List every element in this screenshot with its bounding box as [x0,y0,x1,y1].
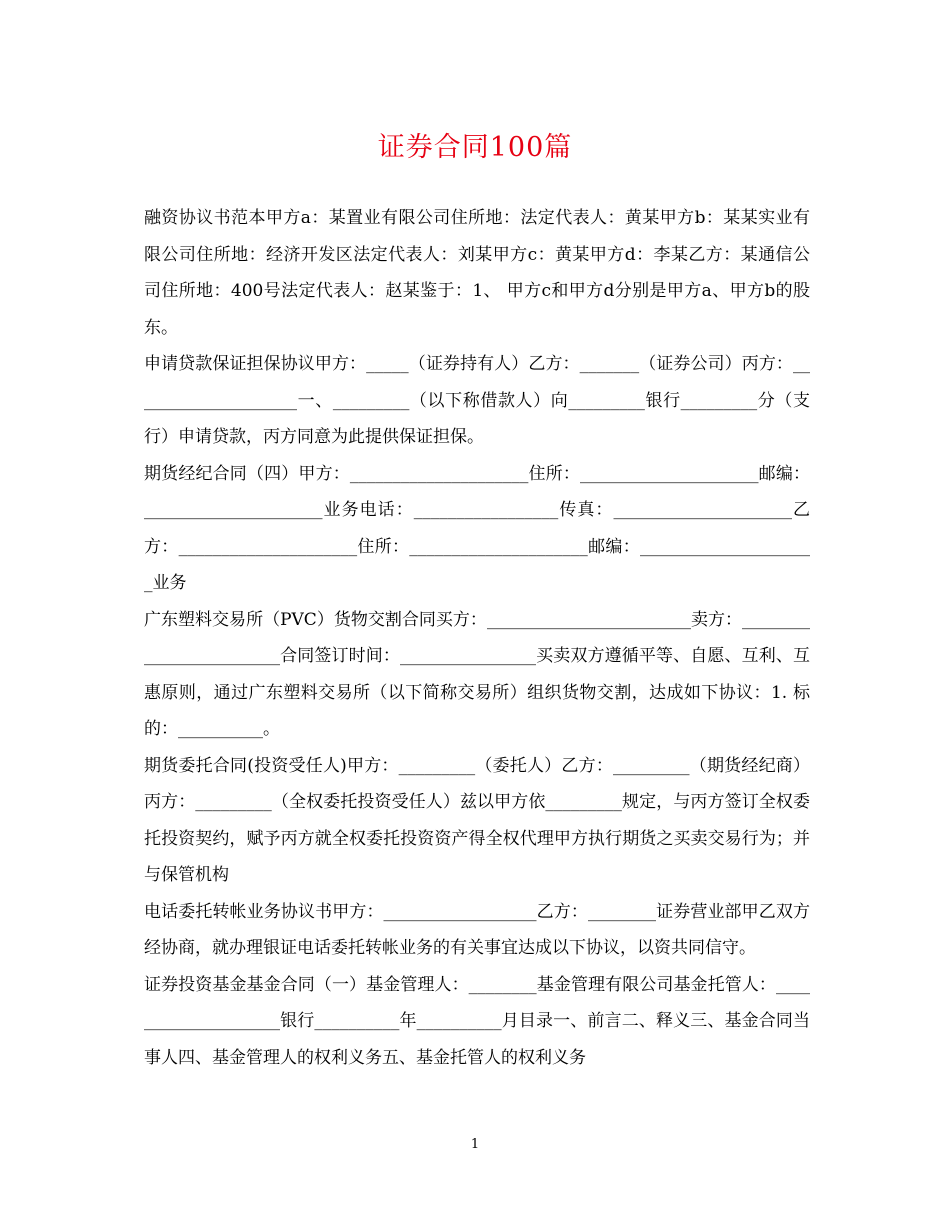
paragraph-phone-transfer: 电话委托转帐业务协议书甲方：__________________乙方：________证券营业部甲乙双方经协商，就办理银证电话委托转帐业务的有关事宜达成以下协议，以资共同信守。 [144,901,810,958]
paragraph-financing-agreement: 融资协议书范本甲方a：某置业有限公司住所地：法定代表人：黄某甲方b：某某实业有限公司住所地：经济开发区法定代表人：刘某甲方c：黄某甲方d：李某乙方：某通信公司住所地：400号法定代表人：赵某鉴于：1、 甲方c和甲方d分别是甲方a、甲方b的股东。 [144,208,810,338]
paragraph-fund-contract: 证券投资基金基金合同（一）基金管理人：________基金管理有限公司基金托管人：____________________银行__________年__________月目录一、前言二、释义三、基金合同当事人四、基金管理人的权利义务五、基金托管人的权利义务 [144,974,810,1068]
document-title: 证券合同100篇 [377,132,573,163]
paragraph-futures-entrustment: 期货委托合同(投资受任人)甲方：_________（委托人）乙方：_________（期货经纪商）丙方：_________（全权委托投资受任人）兹以甲方依_________规定，与丙方签订全权委托投资契约，赋予丙方就全权委托投资资产得全权代理甲方执行期货之买卖交易行为；并与保管机构 [144,755,810,885]
page-number: 1 [470,1137,480,1152]
paragraph-pvc-delivery: 广东塑料交易所（PVC）货物交割合同买方：________________________卖方：________________________合同签订时间：________________买卖双方遵循平等、自愿、互利、互惠原则，通过广东塑料交易所（以下简称交易所）组织货物交割，达成如下协议：1. 标的：__________。 [144,609,810,739]
document-body [144,200,810,1076]
paragraph-futures-brokerage: 期货经纪合同（四）甲方：_____________________住所：_____________________邮编：_____________________业务电话：_________________传真：_____________________乙方：_____________________住所：_____________________邮编：_____________________业务 [144,463,810,593]
paragraph-loan-guarantee: 申请贷款保证担保协议甲方：_____（证券持有人）乙方：_______（证券公司）丙方：____________________一、_________（以下称借款人）向_________银行_________分（支行）申请贷款，丙方同意为此提供保证担保。 [144,354,810,447]
